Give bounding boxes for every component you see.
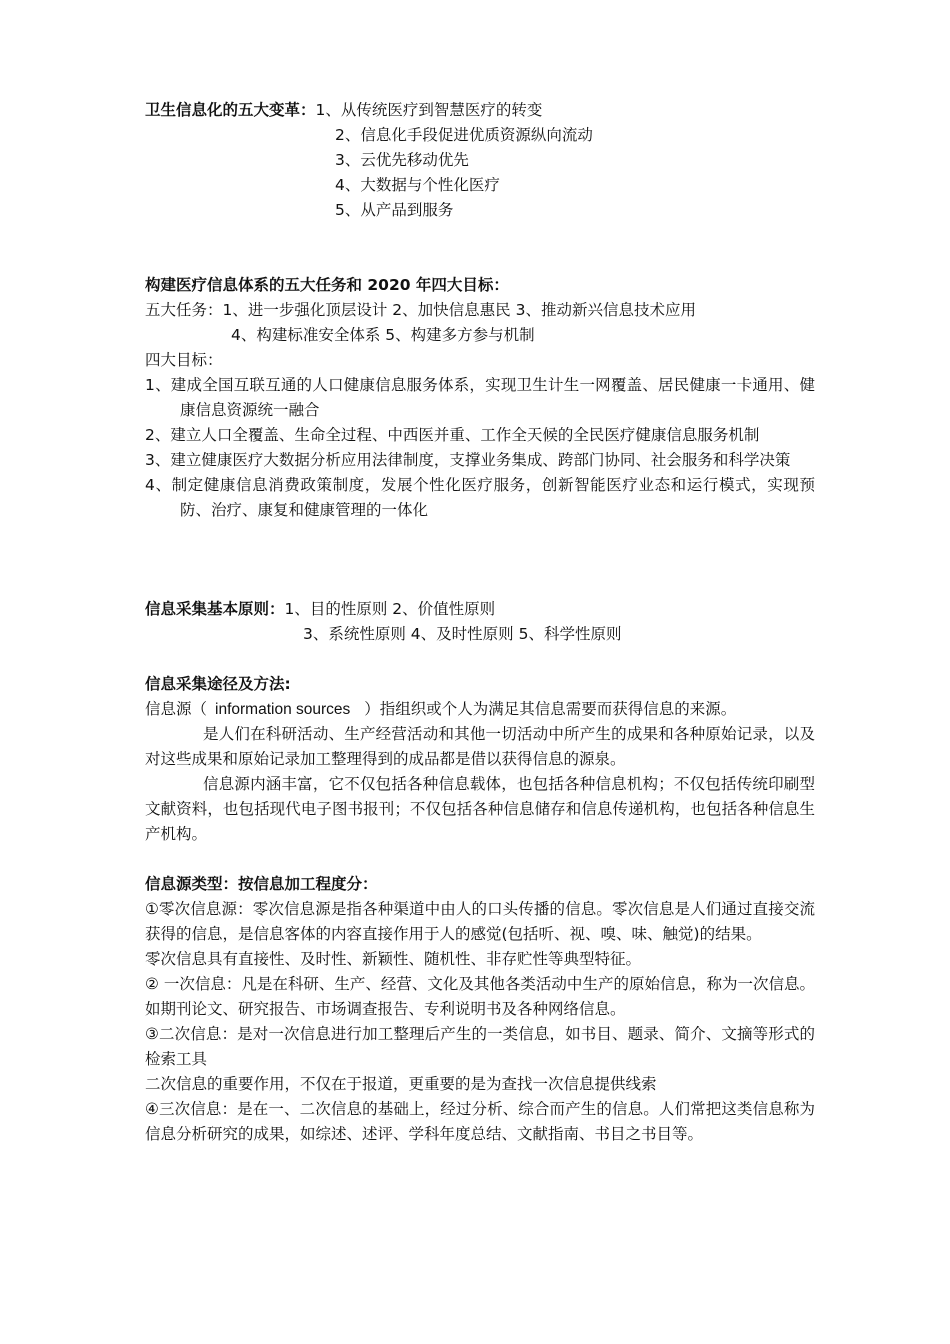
tasks-line-2: 4、构建标准安全体系 5、构建多方参与机制 [231,326,535,344]
source-type-paragraph: ③二次信息：是对一次信息进行加工整理后产生的一类信息，如书目、题录、简介、文摘等形式的检索工具 [145,1025,815,1068]
goals-label: 四大目标： [145,351,223,369]
source-type-paragraph: 零次信息具有直接性、及时性、新颖性、随机性、非存贮性等典型特征。 [145,950,642,968]
section-collection-principles [145,597,815,647]
reforms-heading: 卫生信息化的五大变革： [145,101,316,119]
source-type-paragraph: ② 一次信息：凡是在科研、生产、经营、文化及其他各类活动中生产的原始信息，称为一次信息。如期刊论文、研究报告、市场调查报告、专利说明书及各种网络信息。 [145,975,815,1018]
section-reforms [145,98,815,223]
reform-item: 1、从传统医疗到智慧医疗的转变 [315,101,543,119]
source-types-heading: 信息源类型：按信息加工程度分： [145,875,378,893]
goal-item: 2、建立人口全覆盖、生命全过程、中西医并重、工作全天候的全民医疗健康信息服务机制 [145,426,760,444]
section-source-types [145,872,815,1147]
principles-line-1 [145,597,815,622]
definition-text: ）指组织或个人为满足其信息需要而获得信息的来源。 [364,700,737,718]
info-source-paragraph: 信息源内涵丰富，它不仅包括各种信息载体，也包括各种信息机构；不仅包括传统印刷型文献资料，也包括现代电子图书报刊；不仅包括各种信息储存和信息传递机构，也包括各种信息生产机构。 [145,775,815,843]
principles-heading: 信息采集基本原则： [145,600,285,618]
methods-heading: 信息采集途径及方法: [145,675,291,693]
reform-item: 5、从产品到服务 [335,201,454,219]
goal-item: 1、建成全国互联互通的人口健康信息服务体系，实现卫生计生一网覆盖、居民健康一卡通用、健康信息资源统一融合 [145,376,815,419]
info-source-paragraph: 是人们在科研活动、生产经营活动和其他一切活动中所产生的成果和各种原始记录，以及对这些成果和原始记录加工整理得到的成品都是借以获得信息的源泉。 [145,725,815,768]
tasks-line-1 [145,298,815,323]
tasks-label: 五大任务： [145,301,223,319]
tasks-text: 1、进一步强化顶层设计 2、加快信息惠民 3、推动新兴信息技术应用 [222,301,696,319]
reform-item: 2、信息化手段促进优质资源纵向流动 [335,126,593,144]
goal-item: 3、建立健康医疗大数据分析应用法律制度，支撑业务集成、跨部门协同、社会服务和科学决策 [145,451,791,469]
definition-text: 信息源（ [145,700,208,718]
source-type-paragraph: ④三次信息：是在一、二次信息的基础上，经过分析、综合而产生的信息。人们常把这类信息称为信息分析研究的成果，如综述、述评、学科年度总结、文献指南、书目之书目等。 [145,1100,815,1143]
definition-term-en: information sources [215,701,351,718]
reform-item: 4、大数据与个性化医疗 [335,176,500,194]
tasks-goals-heading: 构建医疗信息体系的五大任务和 2020 年四大目标： [145,276,509,294]
source-type-paragraph: ①零次信息源：零次信息源是指各种渠道中由人的口头传播的信息。零次信息是人们通过直接交流获得的信息，是信息客体的内容直接作用于人的感觉(包括听、视、嗅、味、触觉)的结果。 [145,900,815,943]
section-tasks-goals [145,273,815,523]
info-source-definition [145,697,815,722]
principles-text: 1、目的性原则 2、价值性原则 [284,600,496,618]
source-type-paragraph: 二次信息的重要作用，不仅在于报道，更重要的是为查找一次信息提供线索 [145,1075,657,1093]
goal-item: 4、制定健康信息消费政策制度，发展个性化医疗服务，创新智能医疗业态和运行模式，实现预防、治疗、康复和健康管理的一体化 [145,476,815,519]
reforms-line-1 [145,98,815,123]
principles-line-2: 3、系统性原则 4、及时性原则 5、科学性原则 [303,625,622,643]
section-collection-methods [145,672,815,847]
reform-item: 3、云优先移动优先 [335,151,469,169]
